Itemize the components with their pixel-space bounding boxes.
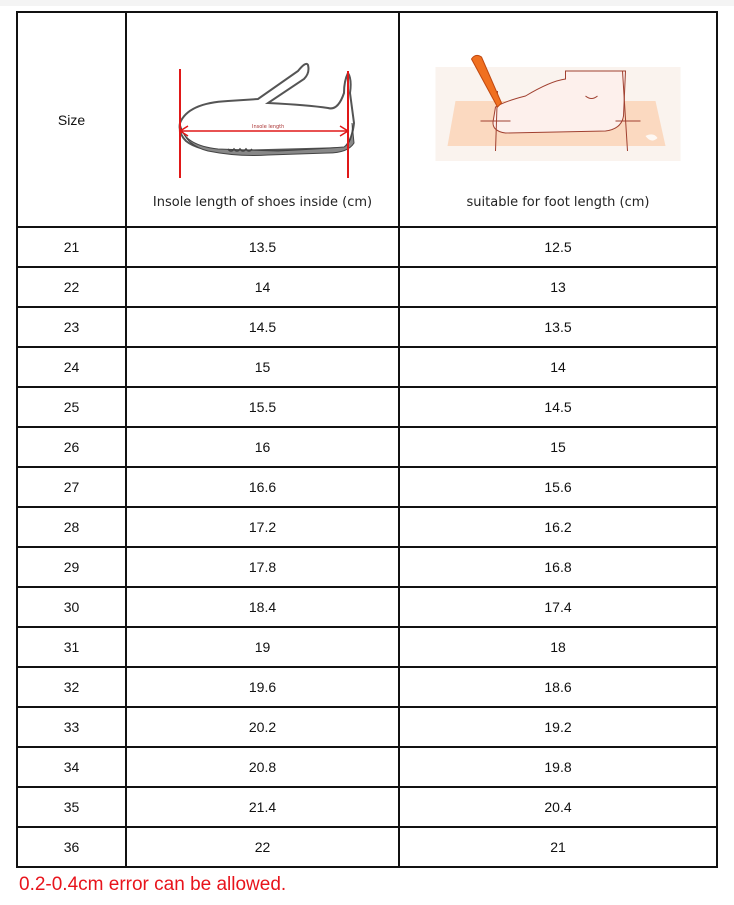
size-cell: 30 <box>17 587 126 627</box>
foot-length-cell: 18.6 <box>399 667 717 707</box>
size-cell: 24 <box>17 347 126 387</box>
foot-length-cell: 14.5 <box>399 387 717 427</box>
size-header: Size <box>57 111 86 128</box>
insole-length-cell: 15 <box>126 347 399 387</box>
foot-length-cell: 21 <box>399 827 717 867</box>
insole-length-cell: 19.6 <box>126 667 399 707</box>
size-cell: 23 <box>17 307 126 347</box>
foot-length-cell: 16.8 <box>399 547 717 587</box>
table-row <box>17 387 717 427</box>
size-cell: 35 <box>17 787 126 827</box>
foot-length-cell: 19.2 <box>399 707 717 747</box>
foot-header: suitable for foot length (cm) <box>466 195 650 210</box>
table-row <box>17 747 717 787</box>
shoe-insole-diagram-icon <box>158 53 368 183</box>
foot-measure-illustration-icon <box>436 51 681 161</box>
table-row <box>17 227 717 267</box>
table-row <box>17 787 717 827</box>
size-cell: 36 <box>17 827 126 867</box>
insole-header-cell <box>126 12 399 227</box>
svg-text:Insole length: Insole length <box>251 124 284 130</box>
table-row <box>17 307 717 347</box>
table-row <box>17 427 717 467</box>
insole-length-cell: 16.6 <box>126 467 399 507</box>
insole-length-cell: 13.5 <box>126 227 399 267</box>
table-row <box>17 467 717 507</box>
size-cell: 31 <box>17 627 126 667</box>
table-row <box>17 507 717 547</box>
foot-length-cell: 19.8 <box>399 747 717 787</box>
header-row <box>17 12 717 227</box>
table-row <box>17 267 717 307</box>
size-cell: 28 <box>17 507 126 547</box>
table-row <box>17 627 717 667</box>
foot-length-cell: 20.4 <box>399 787 717 827</box>
insole-length-cell: 15.5 <box>126 387 399 427</box>
size-header-cell <box>17 12 126 227</box>
foot-header-cell <box>399 12 717 227</box>
size-cell: 27 <box>17 467 126 507</box>
insole-length-cell: 19 <box>126 627 399 667</box>
foot-length-cell: 14 <box>399 347 717 387</box>
foot-length-cell: 18 <box>399 627 717 667</box>
size-cell: 26 <box>17 427 126 467</box>
error-tolerance-note: 0.2-0.4cm error can be allowed. <box>19 874 287 895</box>
insole-length-cell: 17.2 <box>126 507 399 547</box>
top-strip <box>0 0 734 6</box>
size-cell: 34 <box>17 747 126 787</box>
insole-length-cell: 16 <box>126 427 399 467</box>
insole-length-cell: 14.5 <box>126 307 399 347</box>
size-cell: 21 <box>17 227 126 267</box>
size-cell: 22 <box>17 267 126 307</box>
insole-length-cell: 14 <box>126 267 399 307</box>
foot-length-cell: 16.2 <box>399 507 717 547</box>
insole-length-cell: 17.8 <box>126 547 399 587</box>
foot-length-cell: 15.6 <box>399 467 717 507</box>
table-row <box>17 827 717 867</box>
foot-length-cell: 13.5 <box>399 307 717 347</box>
size-cell: 33 <box>17 707 126 747</box>
insole-length-cell: 18.4 <box>126 587 399 627</box>
foot-length-cell: 12.5 <box>399 227 717 267</box>
insole-length-cell: 20.2 <box>126 707 399 747</box>
table-row <box>17 707 717 747</box>
size-cell: 32 <box>17 667 126 707</box>
foot-length-cell: 13 <box>399 267 717 307</box>
table-row <box>17 547 717 587</box>
insole-header: Insole length of shoes inside (cm) <box>152 195 373 210</box>
foot-length-cell: 15 <box>399 427 717 467</box>
insole-length-cell: 20.8 <box>126 747 399 787</box>
table-row <box>17 587 717 627</box>
table-row <box>17 667 717 707</box>
foot-length-cell: 17.4 <box>399 587 717 627</box>
insole-length-cell: 21.4 <box>126 787 399 827</box>
size-cell: 29 <box>17 547 126 587</box>
table-row <box>17 347 717 387</box>
size-cell: 25 <box>17 387 126 427</box>
size-chart-table <box>16 11 718 868</box>
insole-length-cell: 22 <box>126 827 399 867</box>
